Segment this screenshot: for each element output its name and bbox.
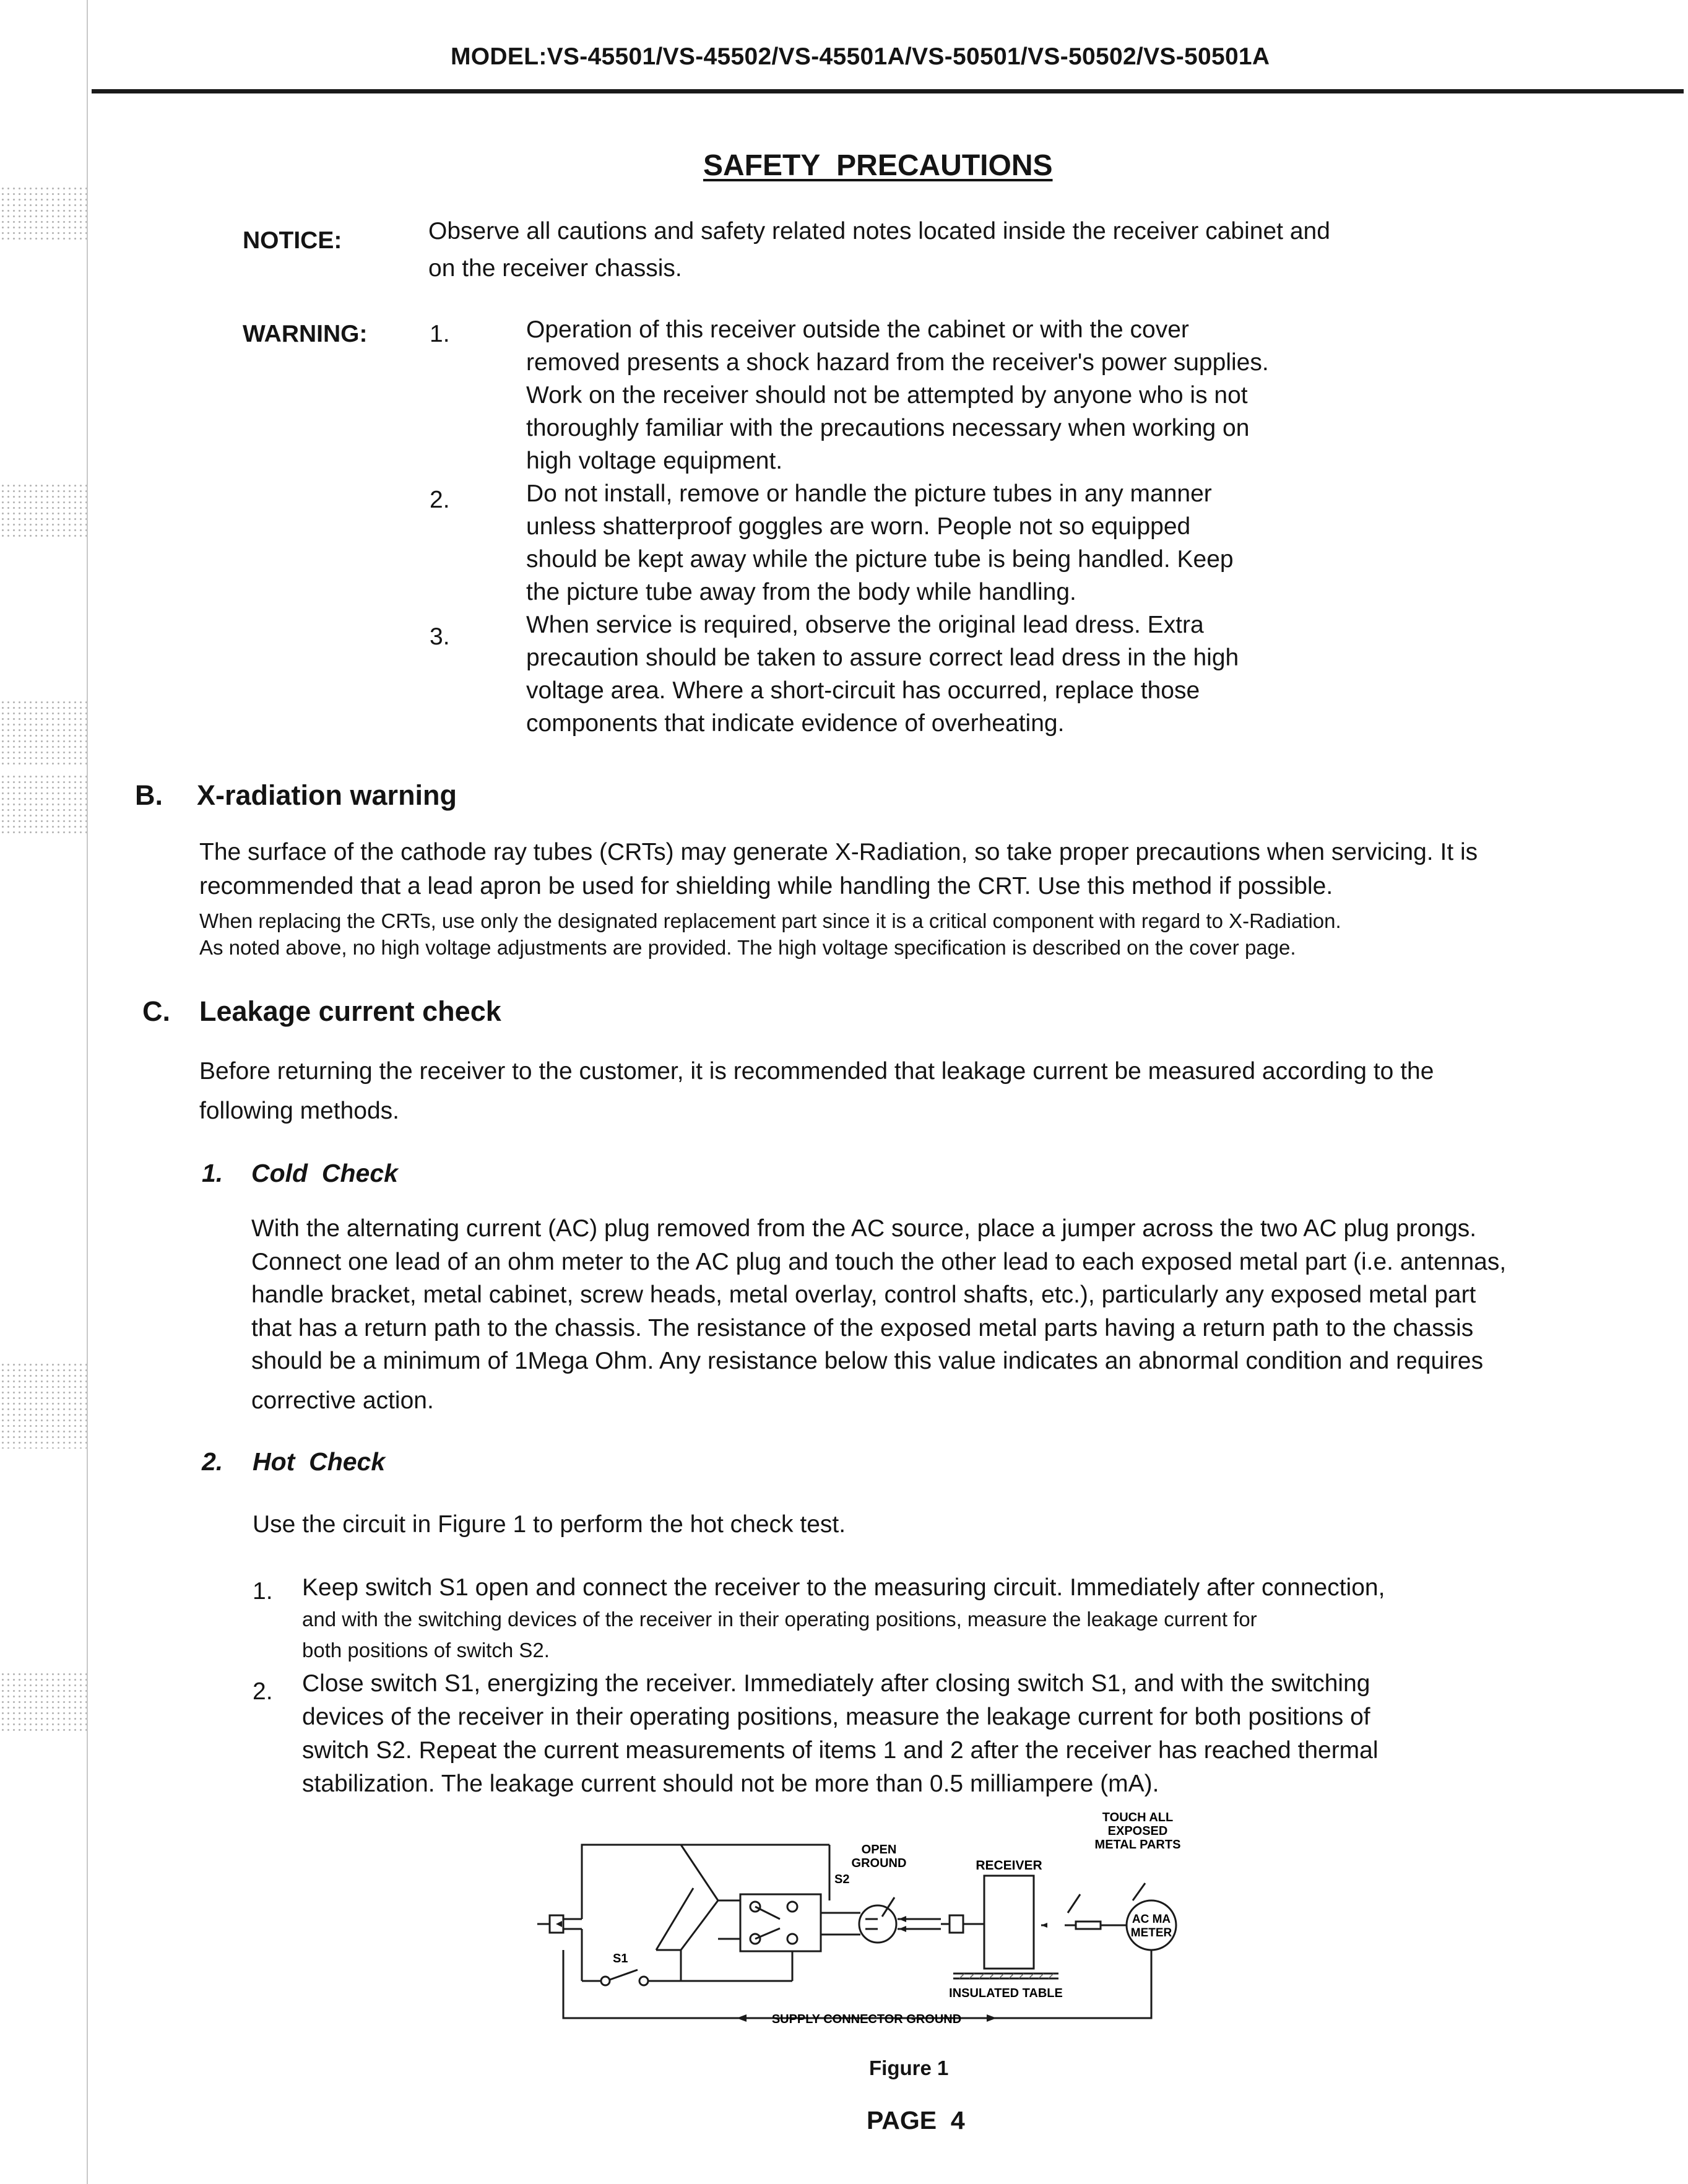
arrow-left-icon [1041,1923,1047,1928]
warning-item-line: voltage area. Where a short-circuit has occurred, replace those [526,677,1200,704]
hot-check-circuit-diagram [508,1808,1281,2049]
cold-check-number: 1. [202,1159,223,1187]
figure-label-table: INSULATED TABLE [949,1987,1063,2000]
notice-line: on the receiver chassis. [428,255,682,282]
warning-item-line: should be kept away while the picture tube is being handled. Keep [526,546,1234,573]
warning-item-line: the picture tube away from the body while handling. [526,579,1076,605]
warning-item-line: components that indicate evidence of overheating. [526,710,1065,737]
arrow-left-icon [987,2014,997,2022]
section-c-intro-line: following methods. [199,1098,400,1124]
arrow-left-icon [737,2014,747,2022]
hot-check-intro: Use the circuit in Figure 1 to perform the hot check test. [253,1511,846,1538]
warning-item-line: high voltage equipment. [526,448,783,474]
receiver-box [984,1876,1034,1969]
warning-item-line: Work on the receiver should not be attempted by anyone who is not [526,382,1248,409]
figure-label-meter: METER [1130,1926,1172,1939]
section-b-small-line: As noted above, no high voltage adjustments are provided. The high voltage specification is described on the cover page. [199,936,1296,959]
warning-item-line: unless shatterproof goggles are worn. People not so equipped [526,513,1191,540]
section-b-line: The surface of the cathode ray tubes (CRTs) may generate X-Radiation, so take proper precautions when servicing. It is [199,839,1478,865]
warning-item-number: 1. [430,321,450,347]
open-ground-plug [859,1905,896,1943]
header-rule [92,89,1684,93]
figure-label-open: OPEN [861,1843,897,1857]
warning-item-number: 2. [430,487,450,513]
section-b-heading: X-radiation warning [197,779,457,811]
cold-check-line: Connect one lead of an ohm meter to the AC plug and touch the other lead to each exposed metal part (i.e. antennas, [251,1249,1507,1275]
cold-check-line: With the alternating current (AC) plug removed from the AC source, place a jumper across the two AC plug prongs. [251,1215,1477,1242]
hot-check-number: 2. [202,1447,223,1476]
figure-label-s2: S2 [834,1873,850,1886]
section-c-heading: Leakage current check [199,995,501,1027]
warning-item-number: 3. [430,623,450,650]
arrow-left-icon [556,1921,562,1927]
warning-item-line: Do not install, remove or handle the picture tubes in any manner [526,480,1212,507]
warning-item-line: When service is required, observe the original lead dress. Extra [526,612,1204,638]
notice-line: Observe all cautions and safety related notes located inside the receiver cabinet and [428,218,1330,245]
warning-label: WARNING: [243,321,368,347]
model-header: MODEL:VS-45501/VS-45502/VS-45501A/VS-50501/VS-50502/VS-50501A [451,43,1270,70]
figure-caption: Figure 1 [869,2056,949,2079]
scan-noise-edge [0,1671,87,1733]
hot-step-small-line: and with the switching devices of the receiver in their operating positions, measure the leakage current for [302,1608,1257,1631]
cold-check-title: Cold Check [251,1159,398,1187]
hot-step-line: stabilization. The leakage current should not be more than 0.5 milliampere (mA). [302,1770,1159,1797]
section-c-letter: C. [142,995,170,1027]
page-title: SAFETY PRECAUTIONS [703,149,1053,182]
scan-noise-edge [0,483,87,539]
scan-margin-line [87,0,88,2184]
section-c-intro-line: Before returning the receiver to the customer, it is recommended that leakage current be measured according to the [199,1058,1434,1085]
scan-noise-edge [0,774,87,836]
cold-check-line: should be a minimum of 1Mega Ohm. Any resistance below this value indicates an abnormal condition and requires [251,1348,1484,1374]
cold-check-line: handle bracket, metal cabinet, screw heads, metal overlay, control shafts, etc.), particularly any exposed metal part [251,1281,1476,1308]
hot-step-small-line: both positions of switch S2. [302,1639,550,1662]
hot-step-line: switch S2. Repeat the current measurements of items 1 and 2 after the receiver has reached thermal [302,1737,1379,1764]
hot-step-number: 2. [253,1678,273,1705]
arrow-left-icon [899,1926,906,1932]
cold-check-line: that has a return path to the chassis. The resistance of the exposed metal parts having a return path to the chassis [251,1315,1474,1341]
figure-label-touch: TOUCH ALL [1102,1811,1174,1824]
hot-step-line: Keep switch S1 open and connect the receiver to the measuring circuit. Immediately after connection, [302,1574,1385,1601]
scan-noise-edge [0,186,87,241]
figure-label-s1: S1 [613,1952,628,1965]
warning-item-line: thoroughly familiar with the precautions necessary when working on [526,415,1250,441]
warning-item-line: Operation of this receiver outside the cabinet or with the cover [526,316,1189,343]
section-b-small-line: When replacing the CRTs, use only the designated replacement part since it is a critical component with regard to X-Radiation. [199,909,1341,932]
notice-label: NOTICE: [243,227,342,254]
figure-label-receiver: RECEIVER [976,1858,1042,1873]
section-b-letter: B. [135,779,163,811]
warning-item-line: removed presents a shock hazard from the receiver's power supplies. [526,349,1269,376]
figure-label-touch: EXPOSED [1107,1824,1168,1838]
figure-label-open: GROUND [851,1857,907,1870]
figure-label-meter: AC MA [1132,1913,1171,1926]
figure-label-touch: METAL PARTS [1094,1838,1181,1852]
scan-noise-edge [0,1362,87,1449]
section-b-line: recommended that a lead apron be used for shielding while handling the CRT. Use this method if possible. [199,873,1333,899]
arrow-left-icon [899,1916,906,1922]
cold-check-line: corrective action. [251,1387,434,1414]
hot-check-title: Hot Check [253,1447,386,1476]
page-number: PAGE 4 [867,2106,965,2134]
hot-step-number: 1. [253,1578,273,1605]
warning-item-line: precaution should be taken to assure correct lead dress in the high [526,644,1239,671]
hot-step-line: Close switch S1, energizing the receiver. Immediately after closing switch S1, and with the switching [302,1670,1370,1697]
figure-label-supply: SUPPLY CONNECTOR GROUND [771,2013,962,2026]
hot-step-line: devices of the receiver in their operating positions, measure the leakage current for both positions of [302,1704,1370,1730]
scan-noise-edge [0,700,87,768]
